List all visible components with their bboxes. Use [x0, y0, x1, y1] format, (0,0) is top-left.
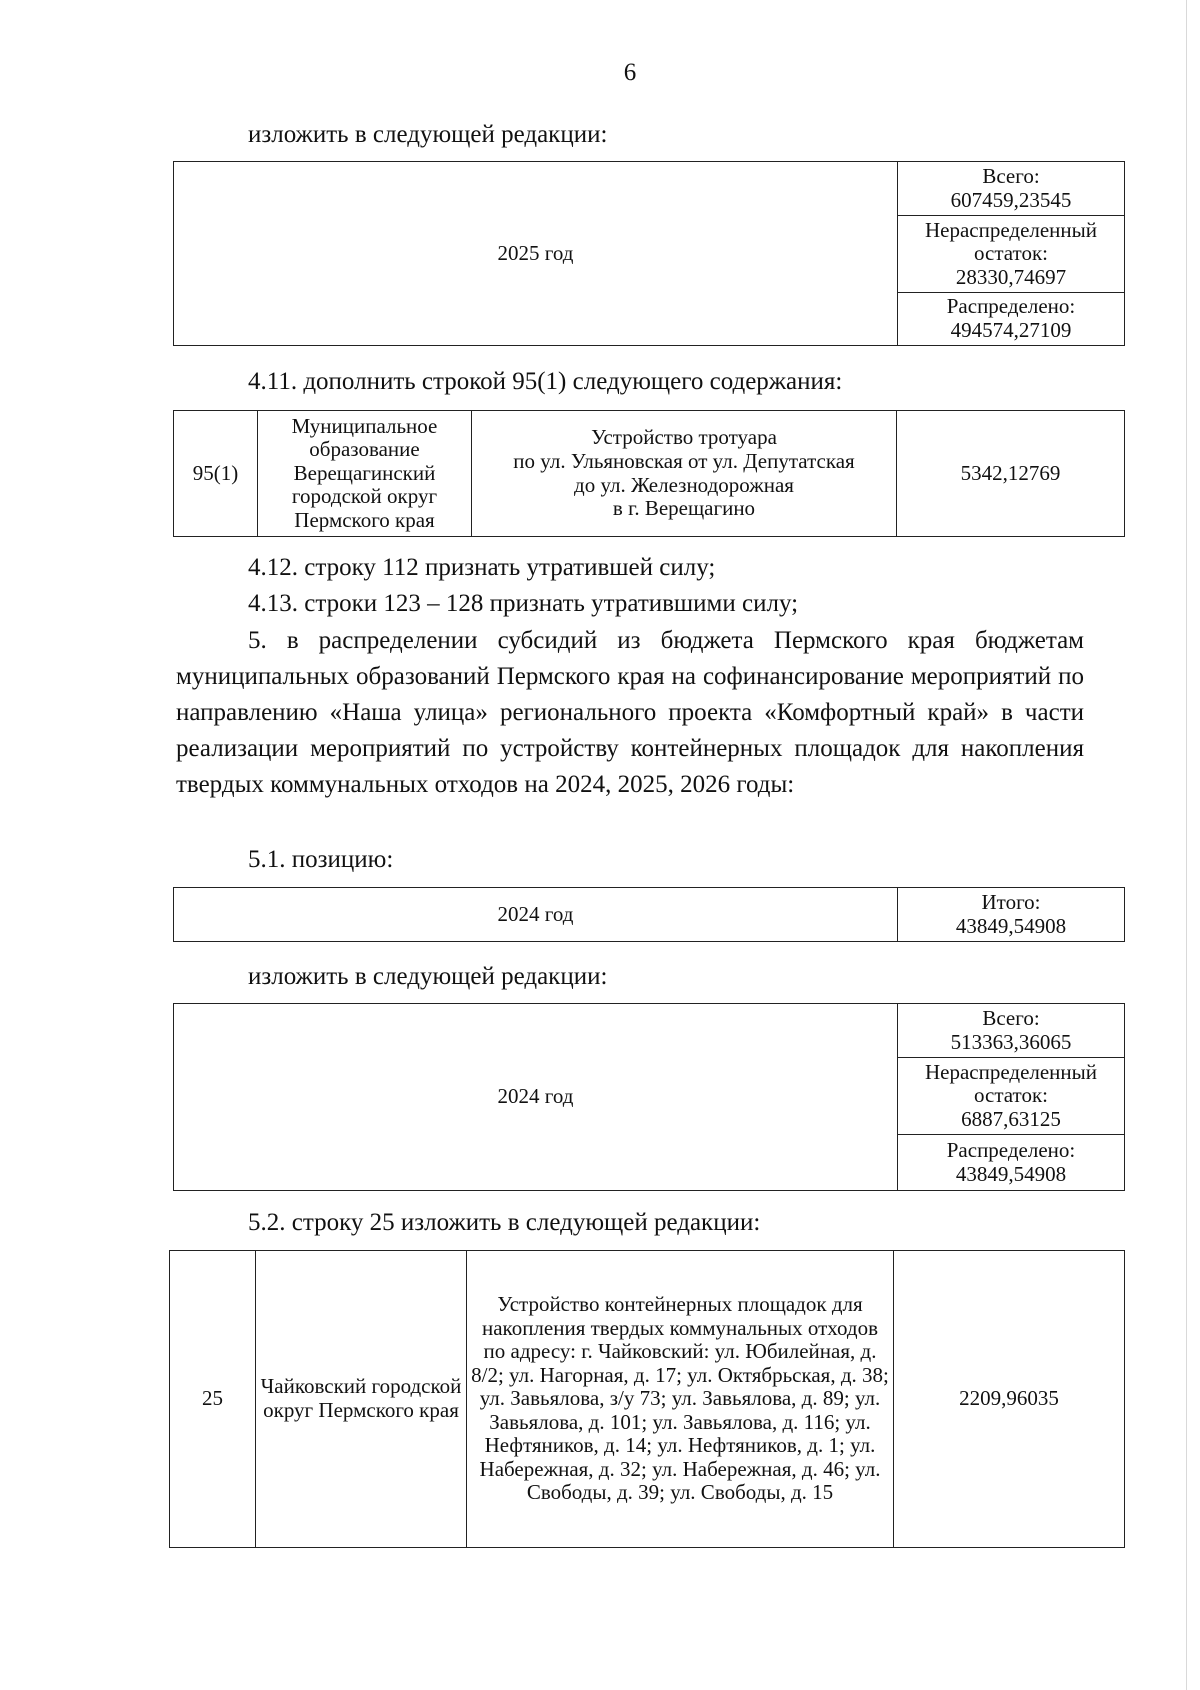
- table-2024-summary: [173, 1003, 1125, 1191]
- paragraph-4-11: 4.11. дополнить строкой 95(1) следующего содержания:: [248, 368, 843, 395]
- paragraph-5-2: 5.2. строку 25 изложить в следующей редакции:: [248, 1209, 761, 1236]
- row-number-cell: 25: [170, 1251, 256, 1548]
- distributed-cell: Распределено: 43849,54908: [898, 1135, 1125, 1191]
- table-2024-position: [173, 887, 1125, 942]
- paragraph-4-12: 4.12. строку 112 признать утратившей силу;: [248, 554, 716, 581]
- paragraph-redaction-1: изложить в следующей редакции:: [248, 121, 608, 148]
- page-number: 6: [623, 59, 637, 86]
- amount-cell: 5342,12769: [897, 411, 1125, 537]
- total-cell: Всего: 607459,23545: [898, 162, 1125, 216]
- object-cell: Устройство контейнерных площадок для накопления твердых коммунальных отходов по адресу: г. Чайковский: ул. Юбилейная, д. 8/2; ул. Нагорная, д. 17; ул. Октябрьская, д. 38; ул. Завьялова, з/у 73; ул. Завьялова, д. 89; ул. Завьялова, д. 101; ул. Завьялова, д. 116; ул. Нефтяников, д. 14; ул. Нефтяников, д. 1; ул. Набережная, д. 32; ул. Набережная, д. 46; ул. Свободы, д. 39; ул. Свободы, д. 15: [467, 1251, 894, 1548]
- year-cell: 2024 год: [174, 1004, 898, 1191]
- year-cell: 2025 год: [174, 162, 898, 346]
- municipality-cell: Муниципальное образование Верещагинский городской округ Пермского края: [258, 411, 472, 537]
- total-cell: Всего: 513363,36065: [898, 1004, 1125, 1058]
- object-cell: Устройство тротуара по ул. Ульяновская от ул. Депутатская до ул. Железнодорожная в г. Верещагино: [472, 411, 897, 537]
- paragraph-5: 5. в распределении субсидий из бюджета Пермского края бюджетам муниципальных образований Пермского края на софинансирование мероприятий по направлению «Наша улица» регионального проекта «Комфортный край» в части реализации мероприятий по устройству контейнерных площадок для накопления твердых коммунальных отходов на 2024, 2025, 2026 годы:: [176, 627, 1084, 798]
- paragraph-5-1: 5.1. позицию:: [248, 846, 394, 873]
- remainder-cell: Нераспределенный остаток: 28330,74697: [898, 216, 1125, 293]
- distributed-cell: Распределено: 494574,27109: [898, 293, 1125, 346]
- table-row-25: [169, 1250, 1125, 1548]
- paragraph-redaction-2: изложить в следующей редакции:: [248, 963, 608, 990]
- table-row-95-1: [173, 410, 1125, 537]
- remainder-cell: Нераспределенный остаток: 6887,63125: [898, 1058, 1125, 1135]
- row-number-cell: 95(1): [174, 411, 258, 537]
- total-cell: Итого: 43849,54908: [898, 888, 1125, 942]
- table-2025-summary: [173, 161, 1125, 346]
- amount-cell: 2209,96035: [894, 1251, 1125, 1548]
- year-cell: 2024 год: [174, 888, 898, 942]
- municipality-cell: Чайковский городской округ Пермского края: [256, 1251, 467, 1548]
- paragraph-4-13: 4.13. строки 123 – 128 признать утратившими силу;: [248, 590, 799, 617]
- scan-edge-line: [1186, 0, 1187, 1690]
